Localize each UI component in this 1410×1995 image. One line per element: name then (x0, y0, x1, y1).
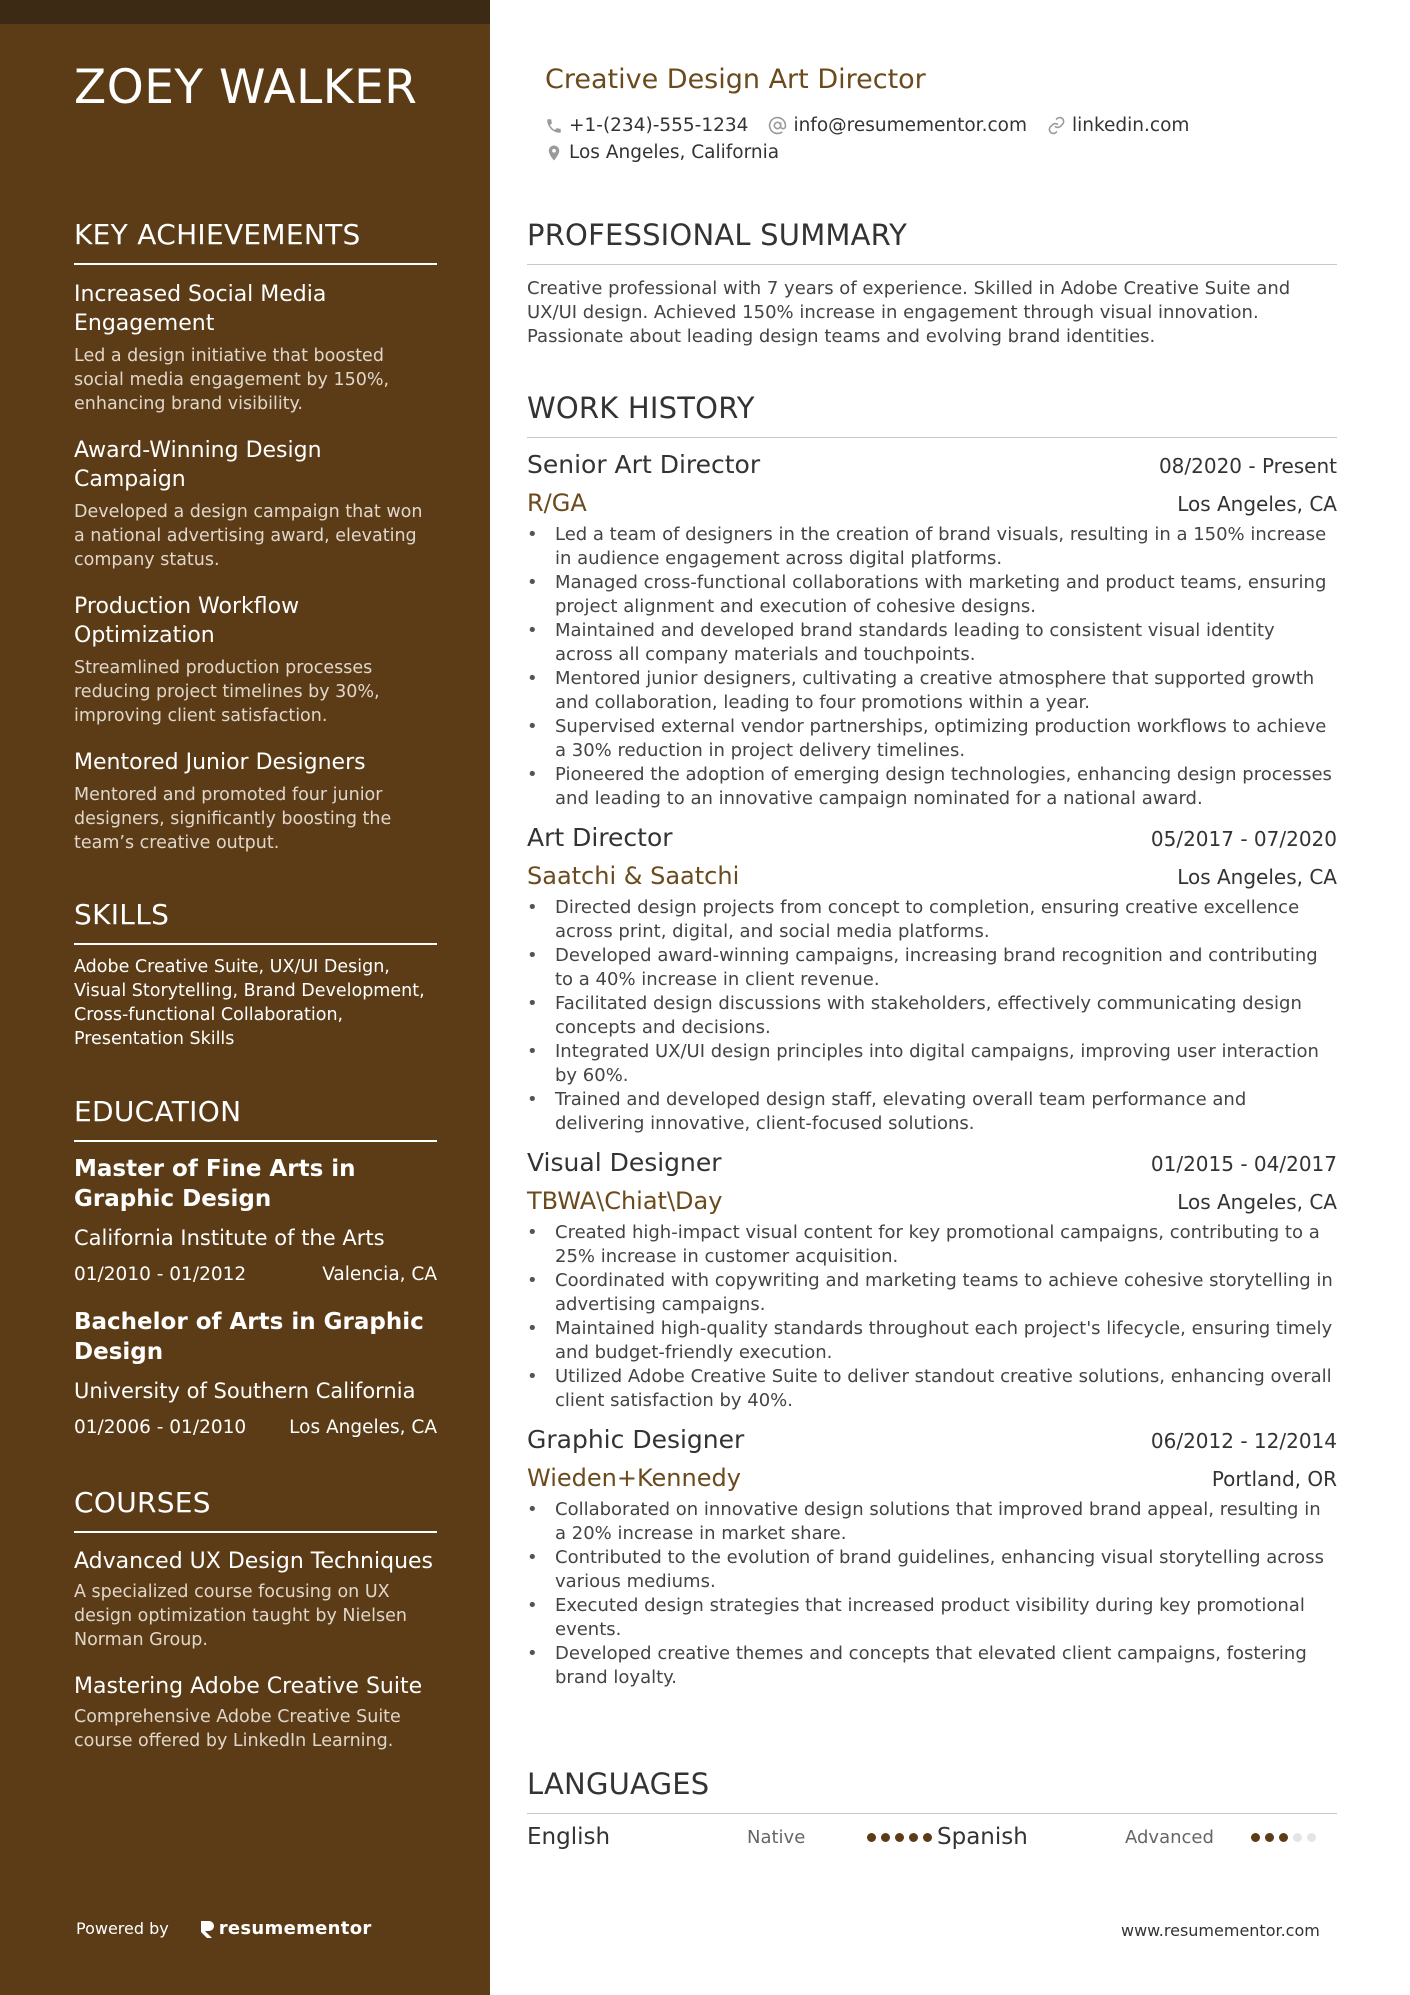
sidebar-top-bar (0, 0, 490, 24)
achievement-title: Mentored Junior Designers (74, 750, 366, 775)
job-company: Saatchi & Saatchi (527, 862, 740, 890)
sidebar (0, 0, 490, 1995)
powered-by-label: Powered by (76, 1919, 169, 1938)
achievement-item (74, 748, 437, 855)
job-company: Wieden+Kennedy (527, 1464, 741, 1492)
contact-info (545, 112, 1209, 166)
job-entry (527, 823, 1337, 1136)
job-location: Los Angeles, CA (1177, 1190, 1337, 1214)
education-dates: 01/2010 - 01/2012 (74, 1264, 247, 1285)
job-bullets (527, 523, 1337, 811)
course-title: Advanced UX Design Techniques (74, 1549, 434, 1574)
courses-section (74, 1486, 437, 1753)
languages-heading: LANGUAGES (527, 1767, 1337, 1814)
achievement-desc: Led a design initiative that boosted social media engagement by 150%, enhancing brand visibility. (74, 346, 390, 414)
work-history-section (527, 391, 1337, 1690)
achievement-desc: Streamlined production processes reducing project timelines by 30%, improving client satisfaction. (74, 658, 380, 726)
contact-phone[interactable]: +1-(234)-555-1234 (545, 115, 748, 136)
candidate-name: ZOEY WALKER (74, 60, 418, 115)
education-degree: Master of Fine Arts in Graphic Design (74, 1156, 356, 1212)
achievement-desc: Developed a design campaign that won a national advertising award, elevating company status. (74, 502, 423, 570)
language-name: English (527, 1824, 611, 1850)
job-dates: 08/2020 - Present (1158, 454, 1337, 478)
job-bullet: • Developed creative themes and concepts that elevated client campaigns, fostering brand loyalty. (527, 1642, 1337, 1690)
job-dates: 06/2012 - 12/2014 (1150, 1429, 1337, 1453)
rating-dot-filled (881, 1833, 890, 1842)
rating-dot-filled (895, 1833, 904, 1842)
at-sign-icon (768, 116, 787, 135)
education-degree: Bachelor of Arts in Graphic Design (74, 1309, 424, 1365)
job-location: Los Angeles, CA (1177, 492, 1337, 516)
job-bullet: • Coordinated with copywriting and marketing teams to achieve cohesive storytelling in advertising campaigns. (527, 1269, 1337, 1317)
course-desc: A specialized course focusing on UX design optimization taught by Nielsen Norman Group. (74, 1582, 407, 1650)
education-section (74, 1095, 437, 1438)
job-bullet: • Utilized Adobe Creative Suite to deliver standout creative solutions, enhancing overall client satisfaction by 40%. (527, 1365, 1337, 1413)
course-item (74, 1547, 437, 1652)
target-job-title: Creative Design Art Director (545, 64, 926, 95)
job-bullet: • Facilitated design discussions with stakeholders, effectively communicating design concepts and decisions. (527, 992, 1337, 1040)
job-bullet: • Developed award-winning campaigns, increasing brand recognition and contributing to a 40% increase in client revenue. (527, 944, 1337, 992)
rating-dot-filled (1279, 1833, 1288, 1842)
contact-linkedin[interactable]: linkedin.com (1047, 115, 1189, 136)
course-desc: Comprehensive Adobe Creative Suite course offered by LinkedIn Learning. (74, 1707, 401, 1751)
rating-dot-filled (909, 1833, 918, 1842)
job-bullets (527, 1498, 1337, 1690)
education-location: Los Angeles, CA (289, 1417, 437, 1438)
education-heading: EDUCATION (74, 1095, 437, 1142)
achievement-title: Production Workflow Optimization (74, 594, 300, 648)
contact-location: Los Angeles, California (545, 142, 779, 163)
achievement-desc: Mentored and promoted four junior designers, significantly boosting the team’s creative output. (74, 785, 392, 853)
job-bullet: • Directed design projects from concept to completion, ensuring creative excellence across print, digital, and social media platforms. (527, 896, 1337, 944)
resumementor-logo-icon (199, 1919, 215, 1939)
brand-logo[interactable] (199, 1918, 372, 1939)
job-position: Art Director (527, 823, 673, 852)
language-name: Spanish (937, 1824, 1028, 1850)
language-rating (1251, 1833, 1321, 1842)
job-dates: 01/2015 - 04/2017 (1150, 1152, 1337, 1176)
job-bullet: • Led a team of designers in the creation of brand visuals, resulting in a 150% increase in audience engagement across digital platforms. (527, 523, 1337, 571)
education-item (74, 1307, 437, 1438)
language-level: Native (747, 1826, 806, 1848)
job-entry (527, 1148, 1337, 1413)
job-bullet: • Maintained high-quality standards throughout each project's lifecycle, ensuring timely and budget-friendly execution. (527, 1317, 1337, 1365)
achievement-title: Award-Winning Design Campaign (74, 438, 322, 492)
job-bullet: • Trained and developed design staff, elevating overall team performance and delivering innovative, client-focused solutions. (527, 1088, 1337, 1136)
job-bullet: • Collaborated on innovative design solutions that improved brand appeal, resulting in a 20% increase in market share. (527, 1498, 1337, 1546)
education-location: Valencia, CA (322, 1264, 437, 1285)
achievement-item (74, 592, 437, 728)
job-location: Los Angeles, CA (1177, 865, 1337, 889)
contact-email[interactable]: info@resumementor.com (768, 115, 1027, 136)
job-entry (527, 450, 1337, 811)
work-history-heading: WORK HISTORY (527, 391, 1337, 438)
job-position: Visual Designer (527, 1148, 722, 1177)
skills-heading: SKILLS (74, 898, 437, 945)
powered-by (76, 1918, 372, 1939)
skills-list: Adobe Creative Suite, UX/UI Design, Visual Storytelling, Brand Development, Cross-functional Collaboration, Presentation Skills (74, 957, 425, 1049)
languages-section (527, 1767, 1337, 1850)
education-dates: 01/2006 - 01/2010 (74, 1417, 247, 1438)
language-rating (867, 1833, 937, 1842)
footer-url[interactable]: www.resumementor.com (1121, 1921, 1320, 1940)
job-company: TBWA\Chiat\Day (527, 1187, 723, 1215)
rating-dot-empty (1307, 1833, 1316, 1842)
job-bullets (527, 896, 1337, 1136)
job-bullet: • Integrated UX/UI design principles into digital campaigns, improving user interaction by 60%. (527, 1040, 1337, 1088)
summary-heading: PROFESSIONAL SUMMARY (527, 218, 1337, 265)
map-pin-icon (545, 143, 563, 163)
course-title: Mastering Adobe Creative Suite (74, 1674, 423, 1699)
job-position: Graphic Designer (527, 1425, 745, 1454)
job-bullet: • Managed cross-functional collaborations with marketing and product teams, ensuring project alignment and execution of cohesive designs. (527, 571, 1337, 619)
language-item (937, 1824, 1337, 1850)
link-icon (1047, 116, 1066, 135)
summary-section (527, 218, 1337, 349)
education-school: University of Southern California (74, 1379, 416, 1403)
education-item (74, 1154, 437, 1285)
job-bullets (527, 1221, 1337, 1413)
summary-text: Creative professional with 7 years of experience. Skilled in Adobe Creative Suite and UX/UI design. Achieved 150% increase in engagement through visual innovation. Passionate about leading design teams and evolving brand identities. (527, 278, 1291, 347)
rating-dot-empty (1293, 1833, 1302, 1842)
achievement-item (74, 280, 437, 416)
rating-dot-filled (867, 1833, 876, 1842)
job-company: R/GA (527, 489, 587, 517)
job-bullet: • Created high-impact visual content for key promotional campaigns, contributing to a 25% increase in customer acquisition. (527, 1221, 1337, 1269)
job-bullet: • Pioneered the adoption of emerging design technologies, enhancing design processes and leading to an innovative campaign nominated for a national award. (527, 763, 1337, 811)
course-item (74, 1672, 437, 1753)
language-item (527, 1824, 937, 1850)
phone-icon (545, 117, 563, 135)
achievement-title: Increased Social Media Engagement (74, 282, 327, 336)
achievements-section (74, 218, 437, 855)
job-entry (527, 1425, 1337, 1690)
language-level: Advanced (1125, 1826, 1214, 1848)
education-school: California Institute of the Arts (74, 1226, 385, 1250)
rating-dot-filled (923, 1833, 932, 1842)
rating-dot-filled (1251, 1833, 1260, 1842)
job-bullet: • Maintained and developed brand standards leading to consistent visual identity across all company materials and touchpoints. (527, 619, 1337, 667)
skills-section (74, 898, 437, 1051)
achievements-heading: KEY ACHIEVEMENTS (74, 218, 437, 265)
job-position: Senior Art Director (527, 450, 761, 479)
job-bullet: • Supervised external vendor partnerships, optimizing production workflows to achieve a 30% reduction in project delivery timelines. (527, 715, 1337, 763)
brand-name: resumementor (218, 1918, 372, 1939)
courses-heading: COURSES (74, 1486, 437, 1533)
job-location: Portland, OR (1211, 1467, 1337, 1491)
achievement-item (74, 436, 437, 572)
rating-dot-filled (1265, 1833, 1274, 1842)
job-bullet: • Contributed to the evolution of brand guidelines, enhancing visual storytelling across various mediums. (527, 1546, 1337, 1594)
job-bullet: • Executed design strategies that increased product visibility during key promotional events. (527, 1594, 1337, 1642)
job-dates: 05/2017 - 07/2020 (1150, 827, 1337, 851)
job-bullet: • Mentored junior designers, cultivating a creative atmosphere that supported growth and collaboration, leading to four promotions within a year. (527, 667, 1337, 715)
